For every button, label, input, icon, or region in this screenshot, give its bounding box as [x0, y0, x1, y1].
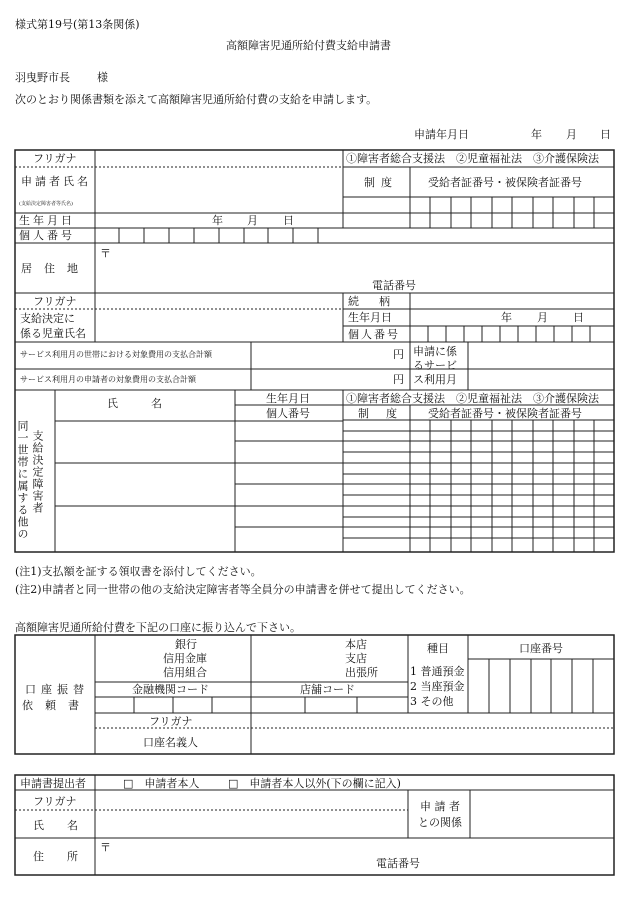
others-dob-header: 生年月日 [266, 392, 310, 405]
child-dob-day: 日 [573, 311, 584, 324]
child-relation-label: 続柄 [348, 295, 410, 308]
certificate-number-label: 受給者証番号・被保険者証番号 [428, 176, 582, 189]
account-holder-label: 口座名義人 [143, 736, 198, 749]
holder-furigana-label: フリガナ [149, 715, 193, 728]
date-month-unit: 月 [566, 128, 577, 141]
submitter-label: 申請書提出者 [20, 777, 86, 790]
submitter-name-label: 氏 名 [33, 819, 84, 832]
account-type-label: 種目 [427, 642, 449, 655]
page-title: 高額障害児通所給付費支給申請書 [226, 39, 391, 52]
applicant-name-note: (支給決定障害者等氏名) [19, 201, 73, 207]
applicant-postal-mark: 〒 [100, 247, 111, 260]
submitter-relation-line2: との関係 [418, 816, 462, 829]
service-month-line1: 申請に係 [413, 345, 457, 358]
addressee-honorific: 様 [97, 71, 108, 84]
service-month-line3: ス利用月 [413, 373, 457, 386]
date-year-unit: 年 [531, 128, 542, 141]
child-dob-label: 生年月日 [348, 311, 392, 324]
submitter-postal-mark: 〒 [100, 841, 111, 854]
child-dob-year: 年 [501, 311, 512, 324]
applicant-total-yen: 円 [393, 373, 404, 386]
branch-type-main: 本店 [345, 638, 367, 651]
service-month-line2: るサービ [413, 359, 457, 372]
household-total-label: サービス利用月の世帯における対象費用の支払合計額 [20, 350, 212, 359]
system-options: ①障害者総合支援法 ②児童福祉法 ③介護保険法 [346, 152, 599, 165]
institution-type-bank: 銀行 [175, 638, 197, 651]
institution-code-label: 金融機関コード [132, 683, 209, 696]
bank-label-line2: 依頼書 [22, 699, 91, 712]
applicant-dob-day: 日 [283, 214, 294, 227]
submitter-furigana-label: フリガナ [33, 795, 77, 808]
child-dob-month: 月 [537, 311, 548, 324]
application-date-label: 申請年月日 [414, 128, 469, 141]
note-2: (注2)申請者と同一世帯の他の支給決定障害者等全員分の申請書を併せて提出してください。 [15, 583, 471, 596]
applicant-total-label: サービス利用月の申請者の対象費用の支払合計額 [20, 375, 196, 384]
others-side-label-b: 支給決定障害者 [31, 430, 44, 514]
branch-code-label: 店舗コード [300, 683, 355, 696]
applicant-name-label: 申請者氏名 [21, 175, 91, 188]
others-side-label-a: 同一世帯に属する他の [16, 420, 29, 540]
submitter-option-other[interactable]: □ 申請者本人以外(下の欄に記入) [228, 777, 401, 790]
child-label-line1: 支給決定に [20, 312, 75, 325]
account-number-label: 口座番号 [519, 642, 563, 655]
branch-type-branch: 支店 [345, 652, 367, 665]
form-number: 様式第19号(第13条関係) [15, 18, 140, 31]
others-system-options: ①障害者総合支援法 ②児童福祉法 ③介護保険法 [346, 392, 599, 405]
account-type-3: 3 その他 [410, 695, 454, 708]
applicant-dob-month: 月 [247, 214, 258, 227]
others-certificate-header: 受給者証番号・被保険者証番号 [428, 407, 582, 420]
applicant-dob-year: 年 [212, 214, 223, 227]
institution-type-kumiai: 信用組合 [163, 666, 207, 679]
submitter-relation-line1: 申 請 者 [420, 800, 460, 813]
addressee: 羽曳野市長 [15, 71, 70, 84]
applicant-dob-label: 生年月日 [19, 214, 75, 227]
account-type-1: 1 普通預金 [410, 665, 465, 678]
institution-type-shinkin: 信用金庫 [163, 652, 207, 665]
child-personal-number-label: 個人番号 [348, 328, 400, 341]
system-label: 制度 [364, 176, 398, 189]
branch-type-office: 出張所 [345, 666, 378, 679]
submitter-address-label: 住 所 [33, 850, 84, 863]
others-personal-number-header: 個人番号 [266, 407, 310, 420]
applicant-furigana-label: フリガナ [33, 152, 77, 165]
bank-instruction: 高額障害児通所給付費を下記の口座に振り込んで下さい。 [15, 621, 301, 634]
child-label-line2: 係る児童氏名 [20, 327, 86, 340]
household-total-yen: 円 [393, 348, 404, 361]
others-system-header: 制 度 [358, 407, 400, 420]
intro-text: 次のとおり関係書類を添えて高額障害児通所給付費の支給を申請します。 [15, 93, 378, 106]
account-type-2: 2 当座預金 [410, 680, 465, 693]
bank-label-line1: 口座振替 [25, 683, 89, 696]
submitter-option-self[interactable]: □ 申請者本人 [123, 777, 200, 790]
applicant-phone-label: 電話番号 [372, 279, 416, 292]
submitter-phone-label: 電話番号 [376, 857, 420, 870]
applicant-personal-number-label: 個人番号 [19, 229, 75, 242]
date-day-unit: 日 [600, 128, 611, 141]
note-1: (注1)支払額を証する領収書を添付してください。 [15, 565, 262, 578]
child-furigana-label: フリガナ [33, 295, 77, 308]
applicant-address-label: 居住地 [21, 262, 90, 275]
others-name-header: 氏 名 [107, 397, 162, 410]
